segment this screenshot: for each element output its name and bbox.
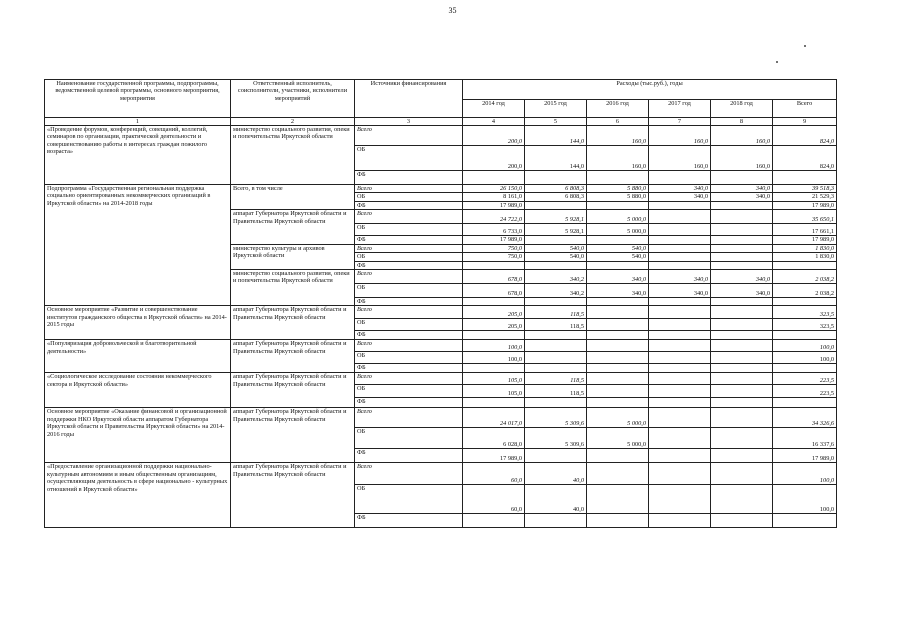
amount-cell: 750,0 [463, 253, 525, 261]
funding-source: ОБ [355, 385, 463, 398]
amount-cell [463, 398, 525, 408]
program-name: «Популяризация добровольческой и благотворительной деятельности» [45, 340, 231, 373]
amount-cell [711, 408, 773, 428]
executor: аппарат Губернатора Иркутской области и Правительства Иркутской области [231, 463, 355, 528]
amount-cell: 40,0 [525, 485, 587, 514]
amount-cell: 5 880,0 [587, 193, 649, 201]
amount-cell [711, 364, 773, 373]
amount-cell: 35 650,1 [773, 210, 837, 224]
amount-cell [711, 428, 773, 449]
funding-source: ОБ [355, 283, 463, 297]
amount-cell: 323,5 [773, 319, 837, 331]
funding-source: ОБ [355, 193, 463, 201]
table-row [45, 306, 837, 319]
program-name: «Проведение форумов, конференций, совещаний, коллегий, семинаров по организации, практической деятельности и совершенствованию работы в интересах граждан пожилого возраста» [45, 126, 231, 185]
amount-cell: 678,0 [463, 283, 525, 297]
amount-cell [587, 373, 649, 385]
program-name: Подпрограмма «Государственная региональная поддержка социально ориентированных некоммерческих организаций в Иркутской области» на 2014-2018 годы [45, 185, 231, 306]
amount-cell: 340,0 [649, 269, 711, 283]
amount-cell [463, 331, 525, 340]
amount-cell: 5 880,0 [587, 185, 649, 193]
amount-cell: 5 309,6 [525, 428, 587, 449]
amount-cell [649, 210, 711, 224]
amount-cell [649, 373, 711, 385]
amount-cell: 340,0 [711, 193, 773, 201]
amount-cell: 8 161,0 [463, 193, 525, 201]
amount-cell [649, 449, 711, 463]
header-expenses: Расходы (тыс.руб.), годы [463, 80, 837, 100]
amount-cell: 678,0 [463, 269, 525, 283]
amount-cell [587, 297, 649, 305]
amount-cell: 17 989,0 [773, 236, 837, 244]
table-row [45, 126, 837, 146]
header-executor: Ответственный исполнитель, соисполнители, участники, исполнители мероприятий [231, 80, 355, 118]
amount-cell [649, 352, 711, 364]
amount-cell [525, 261, 587, 269]
amount-cell: 223,5 [773, 385, 837, 398]
amount-cell: 540,0 [587, 253, 649, 261]
amount-cell [773, 261, 837, 269]
executor: аппарат Губернатора Иркутской области и Правительства Иркутской области [231, 306, 355, 340]
amount-cell: 5 000,0 [587, 428, 649, 449]
funding-source: Всего [355, 306, 463, 319]
header-funding-source: Источники финансирования [355, 80, 463, 118]
amount-cell [587, 514, 649, 528]
funding-source: ФБ [355, 297, 463, 305]
amount-cell [587, 385, 649, 398]
amount-cell: 21 529,3 [773, 193, 837, 201]
amount-cell [649, 236, 711, 244]
funding-source: Всего [355, 463, 463, 485]
amount-cell [649, 171, 711, 185]
funding-source: Всего [355, 269, 463, 283]
amount-cell [711, 224, 773, 236]
amount-cell: 6 733,0 [463, 224, 525, 236]
funding-source: Всего [355, 185, 463, 193]
executor: аппарат Губернатора Иркутской области и Правительства Иркутской области [231, 340, 355, 373]
amount-cell [711, 253, 773, 261]
amount-cell: 17 989,0 [463, 201, 525, 209]
executor: аппарат Губернатора Иркутской области и Правительства Иркутской области [231, 210, 355, 244]
amount-cell: 118,5 [525, 385, 587, 398]
amount-cell [773, 364, 837, 373]
amount-cell: 540,0 [587, 244, 649, 252]
funding-source: ФБ [355, 171, 463, 185]
column-number: 4 [463, 118, 525, 126]
funding-source: ФБ [355, 398, 463, 408]
program-name: «Предоставление организационной поддержки национально-культурным автономиям и иным общественным организациям, осуществляющим деятельность в сфере национально - культурных отношений в Иркутской области» [45, 463, 231, 528]
amount-cell: 200,0 [463, 126, 525, 146]
funding-source: ОБ [355, 224, 463, 236]
column-number: 3 [355, 118, 463, 126]
amount-cell [463, 297, 525, 305]
amount-cell [525, 331, 587, 340]
amount-cell: 1 830,0 [773, 244, 837, 252]
header-program-name: Наименование государственной программы, подпрограммы, ведомственной целевой программы, основного мероприятия, мероприятия [45, 80, 231, 118]
amount-cell: 17 661,1 [773, 224, 837, 236]
amount-cell: 144,0 [525, 146, 587, 171]
amount-cell [711, 385, 773, 398]
header-year: 2016 год [587, 100, 649, 118]
amount-cell [773, 171, 837, 185]
amount-cell [587, 171, 649, 185]
amount-cell [773, 514, 837, 528]
amount-cell [711, 236, 773, 244]
amount-cell [525, 236, 587, 244]
amount-cell: 5 928,1 [525, 210, 587, 224]
header-year: 2017 год [649, 100, 711, 118]
amount-cell: 5 000,0 [587, 408, 649, 428]
amount-cell: 100,0 [773, 340, 837, 352]
funding-source: ФБ [355, 201, 463, 209]
amount-cell [587, 485, 649, 514]
amount-cell [525, 449, 587, 463]
program-name: «Социологическое исследование состояния некоммерческого сектора в Иркутской области» [45, 373, 231, 408]
amount-cell [525, 364, 587, 373]
amount-cell: 160,0 [587, 126, 649, 146]
amount-cell: 118,5 [525, 319, 587, 331]
table-row [45, 185, 837, 193]
amount-cell [711, 261, 773, 269]
column-number: 1 [45, 118, 231, 126]
amount-cell [587, 352, 649, 364]
amount-cell [463, 364, 525, 373]
amount-cell [587, 331, 649, 340]
amount-cell [711, 244, 773, 252]
amount-cell: 5 000,0 [587, 210, 649, 224]
budget-table [44, 79, 837, 528]
amount-cell [711, 398, 773, 408]
amount-cell: 750,0 [463, 244, 525, 252]
amount-cell: 24 722,0 [463, 210, 525, 224]
amount-cell [463, 261, 525, 269]
amount-cell: 205,0 [463, 319, 525, 331]
table-row [45, 373, 837, 385]
amount-cell [649, 261, 711, 269]
amount-cell: 340,0 [587, 269, 649, 283]
amount-cell: 340,0 [711, 185, 773, 193]
amount-cell: 160,0 [587, 146, 649, 171]
amount-cell [649, 514, 711, 528]
amount-cell [711, 210, 773, 224]
funding-source: ФБ [355, 364, 463, 373]
amount-cell: 5 928,1 [525, 224, 587, 236]
amount-cell: 340,0 [649, 185, 711, 193]
amount-cell [463, 514, 525, 528]
funding-source: ОБ [355, 319, 463, 331]
amount-cell: 5 309,6 [525, 408, 587, 428]
amount-cell [587, 364, 649, 373]
amount-cell [773, 297, 837, 305]
header-year: 2015 год [525, 100, 587, 118]
amount-cell: 160,0 [711, 146, 773, 171]
column-number: 8 [711, 118, 773, 126]
amount-cell: 100,0 [773, 485, 837, 514]
amount-cell [711, 463, 773, 485]
amount-cell [649, 244, 711, 252]
amount-cell: 340,0 [649, 193, 711, 201]
amount-cell [587, 306, 649, 319]
amount-cell [711, 201, 773, 209]
amount-cell [525, 398, 587, 408]
amount-cell: 824,0 [773, 126, 837, 146]
amount-cell: 1 830,0 [773, 253, 837, 261]
executor: министерство социального развития, опеки и попечительства Иркутской области [231, 126, 355, 185]
funding-source: ФБ [355, 514, 463, 528]
amount-cell [711, 373, 773, 385]
amount-cell [711, 340, 773, 352]
amount-cell [649, 364, 711, 373]
amount-cell: 340,2 [525, 283, 587, 297]
amount-cell [525, 352, 587, 364]
amount-cell: 824,0 [773, 146, 837, 171]
column-number: 5 [525, 118, 587, 126]
table-row [45, 408, 837, 428]
program-name: Основное мероприятие «Оказание финансовой и организационной поддержки НКО Иркутской области аппаратом Губернатора Иркутской области и Правительства Иркутской области» на 2014-2016 годы [45, 408, 231, 463]
amount-cell: 17 989,0 [463, 236, 525, 244]
amount-cell [587, 319, 649, 331]
amount-cell: 40,0 [525, 463, 587, 485]
amount-cell [649, 385, 711, 398]
amount-cell: 2 038,2 [773, 269, 837, 283]
amount-cell [649, 201, 711, 209]
amount-cell [773, 398, 837, 408]
amount-cell [649, 306, 711, 319]
amount-cell [587, 463, 649, 485]
amount-cell: 34 326,6 [773, 408, 837, 428]
amount-cell [711, 485, 773, 514]
amount-cell [649, 331, 711, 340]
header-year: 2018 год [711, 100, 773, 118]
amount-cell [649, 463, 711, 485]
amount-cell: 6 808,3 [525, 193, 587, 201]
amount-cell: 160,0 [711, 126, 773, 146]
executor: министерство социального развития, опеки и попечительства Иркутской области [231, 269, 355, 305]
amount-cell: 160,0 [649, 146, 711, 171]
amount-cell: 100,0 [463, 340, 525, 352]
column-number: 6 [587, 118, 649, 126]
amount-cell [711, 514, 773, 528]
funding-source: ОБ [355, 253, 463, 261]
amount-cell: 60,0 [463, 485, 525, 514]
amount-cell: 100,0 [773, 463, 837, 485]
amount-cell [649, 428, 711, 449]
amount-cell [649, 340, 711, 352]
amount-cell: 60,0 [463, 463, 525, 485]
amount-cell: 118,5 [525, 306, 587, 319]
amount-cell: 24 017,0 [463, 408, 525, 428]
amount-cell [711, 331, 773, 340]
funding-source: ФБ [355, 236, 463, 244]
header-total: Всего [773, 100, 837, 118]
amount-cell [525, 297, 587, 305]
amount-cell: 17 989,0 [773, 201, 837, 209]
amount-cell [649, 253, 711, 261]
table-row [45, 340, 837, 352]
amount-cell [587, 449, 649, 463]
amount-cell: 100,0 [463, 352, 525, 364]
amount-cell: 105,0 [463, 373, 525, 385]
executor: аппарат Губернатора Иркутской области и Правительства Иркутской области [231, 408, 355, 463]
scan-speck [804, 45, 806, 47]
column-number: 7 [649, 118, 711, 126]
amount-cell [711, 306, 773, 319]
amount-cell: 2 038,2 [773, 283, 837, 297]
amount-cell: 105,0 [463, 385, 525, 398]
funding-source: ФБ [355, 449, 463, 463]
funding-source: ОБ [355, 428, 463, 449]
funding-source: ОБ [355, 352, 463, 364]
page-number: 35 [448, 6, 457, 15]
column-number: 9 [773, 118, 837, 126]
column-number: 2 [231, 118, 355, 126]
amount-cell [773, 331, 837, 340]
amount-cell [525, 340, 587, 352]
amount-cell: 340,0 [587, 283, 649, 297]
amount-cell: 5 000,0 [587, 224, 649, 236]
funding-source: Всего [355, 340, 463, 352]
amount-cell: 6 028,0 [463, 428, 525, 449]
funding-source: ОБ [355, 485, 463, 514]
amount-cell: 26 150,0 [463, 185, 525, 193]
amount-cell [649, 224, 711, 236]
amount-cell [711, 352, 773, 364]
amount-cell: 540,0 [525, 253, 587, 261]
amount-cell [649, 485, 711, 514]
amount-cell: 39 518,3 [773, 185, 837, 193]
amount-cell [711, 171, 773, 185]
amount-cell: 16 337,6 [773, 428, 837, 449]
funding-source: Всего [355, 373, 463, 385]
amount-cell [587, 398, 649, 408]
funding-source: Всего [355, 408, 463, 428]
amount-cell [649, 408, 711, 428]
amount-cell: 200,0 [463, 146, 525, 171]
amount-cell [649, 398, 711, 408]
funding-source: Всего [355, 210, 463, 224]
funding-source: ОБ [355, 146, 463, 171]
amount-cell: 540,0 [525, 244, 587, 252]
funding-source: ФБ [355, 261, 463, 269]
amount-cell [587, 201, 649, 209]
amount-cell: 17 989,0 [773, 449, 837, 463]
amount-cell [525, 171, 587, 185]
executor: Всего, в том числе [231, 185, 355, 210]
program-name: Основное мероприятие «Развитие и совершенствование институтов гражданского общества в Иркутской области» на 2014-2015 годы [45, 306, 231, 340]
executor: министерство культуры и архивов Иркутской области [231, 244, 355, 269]
amount-cell [711, 297, 773, 305]
scan-speck [776, 61, 778, 63]
amount-cell [525, 201, 587, 209]
amount-cell: 340,2 [525, 269, 587, 283]
executor: аппарат Губернатора Иркутской области и Правительства Иркутской области [231, 373, 355, 408]
amount-cell: 17 989,0 [463, 449, 525, 463]
amount-cell [649, 319, 711, 331]
amount-cell: 118,5 [525, 373, 587, 385]
amount-cell [463, 171, 525, 185]
amount-cell: 160,0 [649, 126, 711, 146]
amount-cell [587, 261, 649, 269]
amount-cell [649, 297, 711, 305]
amount-cell [587, 340, 649, 352]
amount-cell: 205,0 [463, 306, 525, 319]
amount-cell [711, 319, 773, 331]
funding-source: ФБ [355, 331, 463, 340]
amount-cell: 340,0 [711, 283, 773, 297]
amount-cell: 6 808,3 [525, 185, 587, 193]
amount-cell: 223,5 [773, 373, 837, 385]
funding-source: Всего [355, 244, 463, 252]
amount-cell: 144,0 [525, 126, 587, 146]
header-year: 2014 год [463, 100, 525, 118]
amount-cell [525, 514, 587, 528]
amount-cell [587, 236, 649, 244]
amount-cell: 340,0 [711, 269, 773, 283]
funding-source: Всего [355, 126, 463, 146]
table-row [45, 463, 837, 485]
amount-cell [711, 449, 773, 463]
amount-cell: 340,0 [649, 283, 711, 297]
amount-cell: 323,5 [773, 306, 837, 319]
amount-cell: 100,0 [773, 352, 837, 364]
